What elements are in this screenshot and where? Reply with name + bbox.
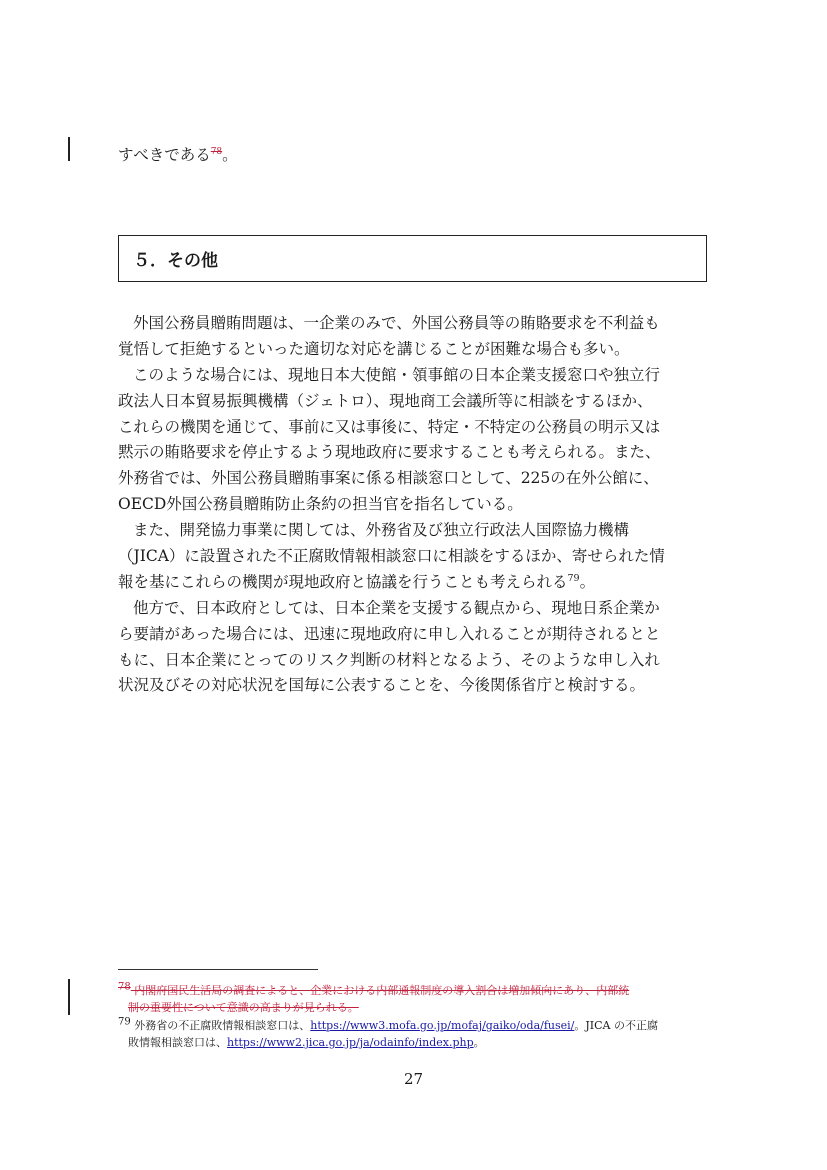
change-bar-top bbox=[68, 137, 70, 161]
paragraph-line: 外務省では、外国公務員贈賄事案に係る相談窓口として、225の在外公館に、 bbox=[118, 469, 659, 488]
paragraph-line: これらの機関を通じて、事前に又は事後に、特定・不特定の公務員の明示又は bbox=[118, 417, 661, 436]
footnote-text: 外務省の不正腐敗情報相談窓口は、 bbox=[130, 1019, 311, 1032]
paragraph-line: （JICA）に設置された不正腐敗情報相談窓口に相談をするほか、寄せられた情 bbox=[118, 547, 665, 566]
paragraph-line: 黙示の賄賂要求を停止するよう現地政府に要求することも考えられる。また、 bbox=[118, 443, 661, 462]
section-heading-box bbox=[118, 235, 707, 282]
footnote-text: 。 bbox=[473, 1036, 485, 1049]
paragraph-line: 外国公務員贈賄問題は、一企業のみで、外国公務員等の賄賂要求を不利益も bbox=[133, 314, 660, 332]
paragraph-end: 。 bbox=[579, 572, 596, 591]
intro-end: 。 bbox=[222, 146, 238, 165]
footnote-number: 79 bbox=[118, 1016, 131, 1028]
section-heading: ５．その他 bbox=[133, 251, 218, 271]
paragraph-text: 報を基にこれらの機関が現地政府と協議を行うことも考えられる bbox=[118, 572, 568, 591]
footnote-number: 78 bbox=[118, 981, 131, 993]
footnote-text: 。JICA の不正腐 bbox=[574, 1019, 659, 1032]
footnote-79 bbox=[118, 1017, 718, 1051]
paragraph-line: このような場合には、現地日本大使館・領事館の日本企業支援窓口や独立行 bbox=[133, 365, 661, 384]
mofa-link[interactable]: https://www3.mofa.go.jp/mofaj/gaiko/oda/fusei/ bbox=[310, 1019, 575, 1032]
intro-line bbox=[118, 141, 238, 166]
change-bar-footnote bbox=[68, 979, 70, 1015]
deleted-footnote-ref[interactable]: 78 bbox=[210, 147, 223, 157]
paragraph-line: ら要請があった場合には、迅速に現地政府に申し入れることが期待されるとと bbox=[118, 624, 661, 643]
footnote-ref-79[interactable]: 79 bbox=[567, 572, 580, 584]
footnote-text: 内閣府国民生活局の調査によると、企業における内部通報制度の導入割合は増加傾向にあり、内部統 bbox=[130, 984, 630, 997]
paragraph-line: また、開発協力事業に関しては、外務省及び独立行政法人国際協力機構 bbox=[133, 521, 630, 540]
paragraph-line: 政法人日本貿易振興機構（ジェトロ）、現地商工会議所等に相談をするほか、 bbox=[118, 391, 653, 410]
page-number: 27 bbox=[403, 1070, 424, 1088]
paragraph-line: 他方で、日本政府としては、日本企業を支援する観点から、現地日系企業か bbox=[133, 598, 660, 617]
paragraph-line: OECD外国公務員贈賄防止条約の担当官を指名している。 bbox=[118, 495, 523, 514]
footnote-text: 制の重要性について意識の高まりが見られる。 bbox=[128, 1001, 359, 1014]
paragraph-line: 状況及びその対応状況を国毎に公表することを、今後関係省庁と検討する。 bbox=[118, 676, 646, 695]
intro-text: すべきである bbox=[118, 146, 211, 165]
paragraph-line bbox=[118, 570, 710, 596]
jica-link[interactable]: https://www2.jica.go.jp/ja/odainfo/index.php bbox=[227, 1036, 474, 1049]
body-text bbox=[118, 311, 710, 699]
footnote-78-deleted bbox=[118, 982, 718, 1016]
paragraph-line: 覚悟して拒絶するといった適切な対応を講じることが困難な場合も多い。 bbox=[118, 339, 630, 358]
footnote-separator bbox=[118, 969, 318, 970]
footnote-text: 敗情報相談窓口は、 bbox=[128, 1036, 227, 1049]
paragraph-line: もに、日本企業にとってのリスク判断の材料となるよう、そのような申し入れ bbox=[118, 650, 660, 669]
